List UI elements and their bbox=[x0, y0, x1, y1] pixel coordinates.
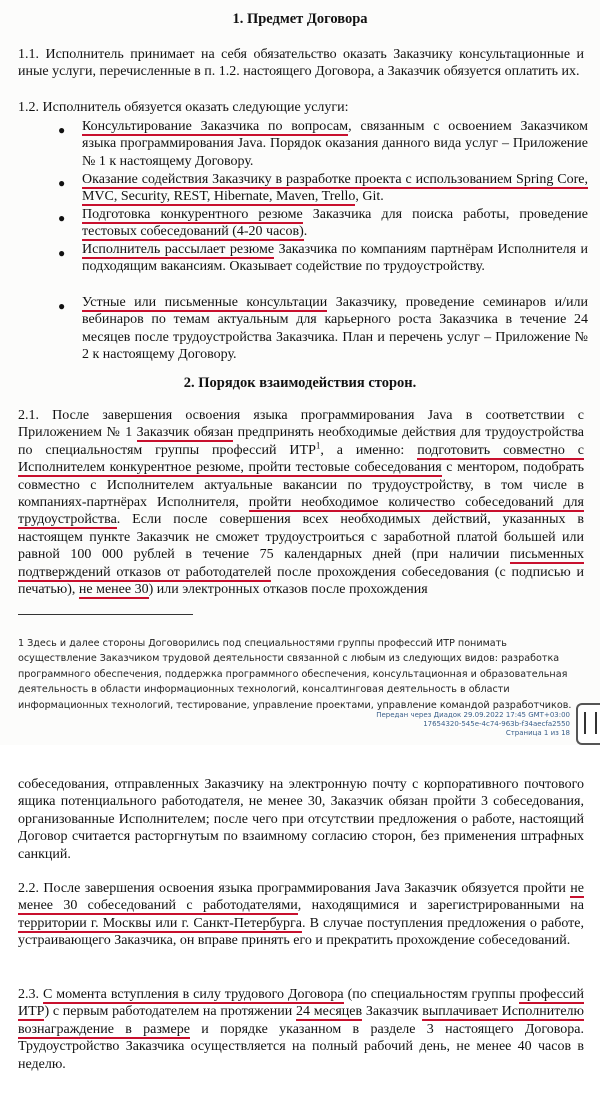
text-run: Заказчик bbox=[362, 1004, 423, 1020]
diadoc-stamp bbox=[370, 711, 570, 738]
text-run: с ментором, подобрать совместно с Исполнителем актуальные вакансии по трудоустройству, в том числе в компаниях-партнёрах Исполнителя, bbox=[18, 460, 584, 511]
paragraph-2-2 bbox=[18, 880, 584, 950]
highlighted-phrase: Устные или письменные консультации bbox=[82, 295, 328, 310]
text-run: 2.2. После завершения освоения языка программирования Java Заказчик обязуется пройти bbox=[18, 881, 571, 896]
footnote-divider bbox=[18, 614, 193, 615]
highlighted-phrase: Исполнитель рассылает резюме bbox=[82, 242, 275, 257]
text-run: и порядке указанном в разделе 3 настоящего Договора. Трудоустройство Заказчика осуществляется на полный рабочий день, не менее 40 часов в неделю. bbox=[18, 1021, 584, 1072]
stamp-line: Передан через Диадок 29.09.2022 17:45 GMT+03:00 bbox=[376, 711, 570, 719]
item-text: Заказчика по компаниям партнёрам Исполнителя и подходящим вакансиям. Оказывает содействие по трудоустройству. bbox=[82, 242, 588, 275]
bullet-icon: ● bbox=[58, 123, 66, 137]
highlighted-phrase: выплачивает Исполнителю вознаграждение в размере bbox=[18, 1004, 584, 1037]
paragraph-2-1-continued: собеседования, отправленных Заказчику на электронную почту с корпоративного почтового ящика потенциального работодателя, не менее 30, Заказчик обязан пройти 3 собеседования, организованные Исполнителем; после чего при отсутствии предложения о работе, настоящий Договор считается расторгнутым по взаимному согласию сторон, без применения штрафных санкций. bbox=[18, 777, 584, 862]
text-run: (по специальностям группы bbox=[343, 987, 520, 1002]
text-run: ) или электронных отказов после прохождения bbox=[148, 582, 428, 598]
text-run: , а именно: bbox=[320, 442, 418, 458]
bullet-icon: ● bbox=[58, 211, 66, 225]
highlighted-phrase: не менее 30 собеседований с работодателями bbox=[18, 881, 584, 914]
highlighted-phrase: Оказание содействия Заказчику в разработке проекта с использованием Spring Core, MVC, Security, REST, Hibernate, Maven, Trello bbox=[82, 172, 588, 205]
highlighted-phrase: не менее 30 bbox=[78, 582, 149, 598]
highlighted-phrase: Подготовка конкурентного резюме bbox=[82, 207, 303, 222]
stamp-line: 17654320-545e-4c74-963b-f34aecfa2550 bbox=[423, 720, 570, 728]
bullet-icon: ● bbox=[58, 176, 66, 190]
footnote: 1 Здесь и далее стороны Договорились под специальностями группы профессий ИТР понимать осуществление Заказчиком трудовой деятельности связанной с любым из следующих видов: разработка программного обеспечения, поддержка программного обеспечения, консультационная и образовательная деятельность в области информационных технологий, консалтинговая деятельность в области информационных технологий, тестирование, управление проектами, управление командой разработчиков. bbox=[18, 638, 572, 711]
highlighted-phrase: Заказчик обязан bbox=[136, 425, 234, 441]
highlighted-phrase: Консультирование Заказчика по вопросам bbox=[82, 119, 349, 134]
text-run: ) с первым работодателем на протяжении bbox=[44, 1004, 296, 1020]
highlighted-phrase: профессий ИТР bbox=[18, 987, 584, 1020]
item-text: , связанным с освоением Заказчиком языка программирования Java. Порядок оказания данного вида услуг – Приложение № 1 к настоящему Договору. bbox=[82, 119, 588, 169]
item-text: . bbox=[303, 224, 308, 240]
item-text: Заказчику, проведение семинаров и/или вебинаров по темам актуальным для карьерного роста Заказчика в течение 24 месяцев после трудоустройства Заказчика. План и перечень услуг – Приложение № 2 к настоящему Договору. bbox=[82, 295, 588, 363]
highlighted-phrase: подготовить совместно с Исполнителем конкурентное резюме, пройти тестовые собеседования bbox=[18, 442, 585, 476]
service-item-1 bbox=[82, 118, 588, 170]
service-item-2 bbox=[82, 171, 588, 206]
highlighted-phrase: тестовых собеседований (4-20 часов) bbox=[82, 224, 304, 240]
bullet-icon: ● bbox=[58, 299, 66, 313]
section-heading-1: 1. Предмет Договора bbox=[232, 11, 368, 27]
highlighted-phrase: письменных подтверждений отказов от работодателей bbox=[18, 547, 584, 580]
paragraph-1-2: 1.2. Исполнитель обязуется оказать следующие услуги: bbox=[18, 100, 349, 115]
text-run: 2.3. bbox=[18, 987, 43, 1002]
bullet-icon: ● bbox=[58, 246, 66, 260]
text-run: . В случае поступления предложения о работе, устраивающего Заказчика, он вправе принять его и прекратить прохождение собеседований. bbox=[18, 915, 584, 949]
stamp-line: Страница 1 из 18 bbox=[505, 729, 570, 737]
service-item-3 bbox=[82, 206, 588, 241]
highlighted-phrase: пройти необходимое количество собеседований для трудоустройства bbox=[18, 495, 584, 528]
highlighted-phrase: территории г. Москвы или г. Санкт-Петербурга bbox=[18, 915, 302, 931]
highlighted-phrase: С момента вступления в силу трудового Договора bbox=[42, 987, 344, 1002]
diadoc-logo-icon bbox=[576, 703, 600, 745]
text-run: предпринять необходимые действия для трудоустройства по специальностям группы профессий ИТР bbox=[18, 425, 585, 458]
document-page-2 bbox=[0, 745, 600, 1109]
paragraph-2-3 bbox=[18, 986, 584, 1073]
paragraph-2-1 bbox=[18, 407, 584, 598]
item-text: , Git. bbox=[355, 189, 384, 205]
item-text: Заказчика для поиска работы, проведение bbox=[302, 207, 589, 222]
text-run: , находящимися и зарегистрированными на bbox=[297, 898, 584, 914]
paragraph-1-1: 1.1. Исполнитель принимает на себя обязательство оказать Заказчику консультационные и иные услуги, перечисленные в п. 1.2. настоящего Договора, а Заказчик обязуется оплатить их. bbox=[18, 47, 584, 80]
highlighted-phrase: 24 месяцев bbox=[295, 1004, 363, 1020]
service-item-5 bbox=[82, 294, 588, 364]
footnote-reference: 1 bbox=[315, 440, 321, 451]
section-heading-2: 2. Порядок взаимодействия сторон. bbox=[183, 375, 417, 391]
service-item-4 bbox=[82, 241, 588, 276]
text-run: после прохождения собеседования (с подписью и печатью), bbox=[18, 564, 584, 598]
text-run: . Если после совершения всех необходимых действий, указанных в настоящем пункте Заказчик не сможет трудоустроиться с заработной платой большей или равной 100 000 рублей в течение 75 календарных дней (при наличии bbox=[18, 512, 584, 563]
text-run: 2.1. После завершения освоения языка программирования Java в соответствии с Приложением № 1 bbox=[18, 408, 584, 441]
